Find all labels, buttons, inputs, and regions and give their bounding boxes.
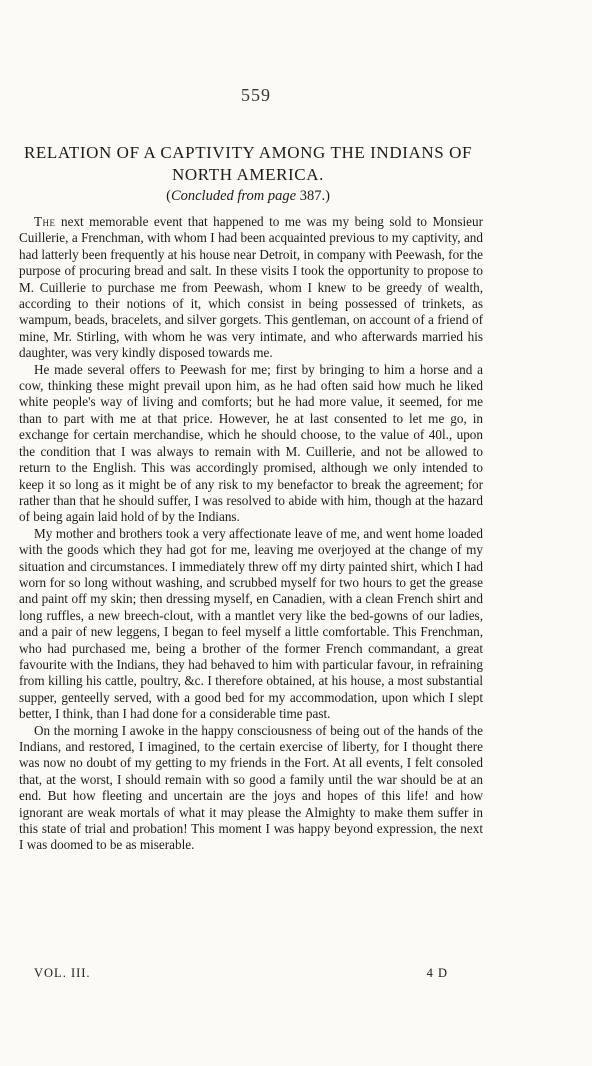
- paragraph-4: [19, 723, 483, 854]
- paragraph-3: [19, 526, 483, 723]
- article-body: [19, 214, 483, 854]
- subtitle-italic: Concluded from page: [170, 188, 297, 204]
- volume-label: VOL. III.: [34, 966, 91, 980]
- paragraph-text: He made several offers to Peewash for me; first by bringing to him a horse and a cow, thinking these might prevail upon him, as he had often said how much he liked white people's way of living and comforts; but he had more value, it seemed, for me than to part with me at that price. However, he at last consented to let me go, in exchange for certain merchandise, which he should choose, to the value of 40l., upon the condition that I was always to remain with M. Cuillerie, and not be allowed to return to the English. This was accordingly promised, although we only intended to keep it so long as it might be of any risk to my benefactor to break the agreement; for rather than that he should suffer, I was resolved to abide with him, though at the hazard of being again laid hold of by the Indians.: [19, 361, 483, 525]
- paragraph-2: [19, 362, 483, 526]
- paragraph-lead-word: The: [34, 214, 56, 229]
- paragraph-text: next memorable event that happened to me was my being sold to Monsieur Cuillerie, a Frenchman, with whom I had been acquainted previous to my captivity, and had latterly been frequently at his house near Detroit, in company with Peewash, for the purpose of procuring bread and salt. In these visits I took the opportunity to propose to M. Cuillerie to purchase me from Peewash, whom I knew to be greedy of wealth, according to their notions of it, which consist in being possessed of trinkets, as wampum, beads, bracelets, and silver gorgets. This gentleman, on account of a friend of mine, Mr. Stirling, with whom he was very intimate, and who afterwards married his daughter, was very kindly disposed towards me.: [19, 214, 483, 361]
- paragraph-text: My mother and brothers took a very affectionate leave of me, and went home loaded with the goods which they had got for me, leaving me overjoyed at the change of my situation and circumstances. I immediately threw off my dirty painted shirt, which I had worn for so long without washing, and scrubbed myself for two hours to get the grease and paint off my skin; then dressing myself, en Canadien, with a clean French shirt and long ruffles, a new breech-clout, with a mantlet very like the bed-gowns of our ladies, and a pair of new leggens, I began to feel myself a little comfortable. This Frenchman, who had purchased me, being a brother of the former French commandant, a great favourite with the Indians, they had behaved to him with particular favour, in refraining from killing his cattle, poultry, &c. I therefore obtained, at his house, a most substantial supper, genteelly served, with a good bed for my accommodation, upon which I slept better, I think, than I had done for a considerable time past.: [19, 525, 483, 722]
- article-title: RELATION OF A CAPTIVITY AMONG THE INDIANS OF NORTH AMERICA.: [23, 143, 473, 184]
- article-subtitle: [12, 187, 484, 205]
- subtitle-open-paren: (: [166, 188, 171, 204]
- page-number: 559: [241, 85, 271, 105]
- signature-mark: 4 D: [426, 966, 448, 980]
- subtitle-page-ref: 387.): [299, 188, 330, 204]
- paragraph-text: On the morning I awoke in the happy consciousness of being out of the hands of the Indians, and restored, I imagined, to the certain exercise of liberty, for I thought there was now no doubt of my getting to my friends in the Fort. At all events, I felt consoled that, at the worst, I should remain with so good a family until the war should be at an end. But how fleeting and uncertain are the joys and hopes of this life! and how ignorant are weak mortals of what it may please the Almighty to make them suffer in this state of trial and probation! This moment I was happy beyond expression, the next I was doomed to be as miserable.: [19, 722, 483, 853]
- paragraph-1: [19, 214, 483, 362]
